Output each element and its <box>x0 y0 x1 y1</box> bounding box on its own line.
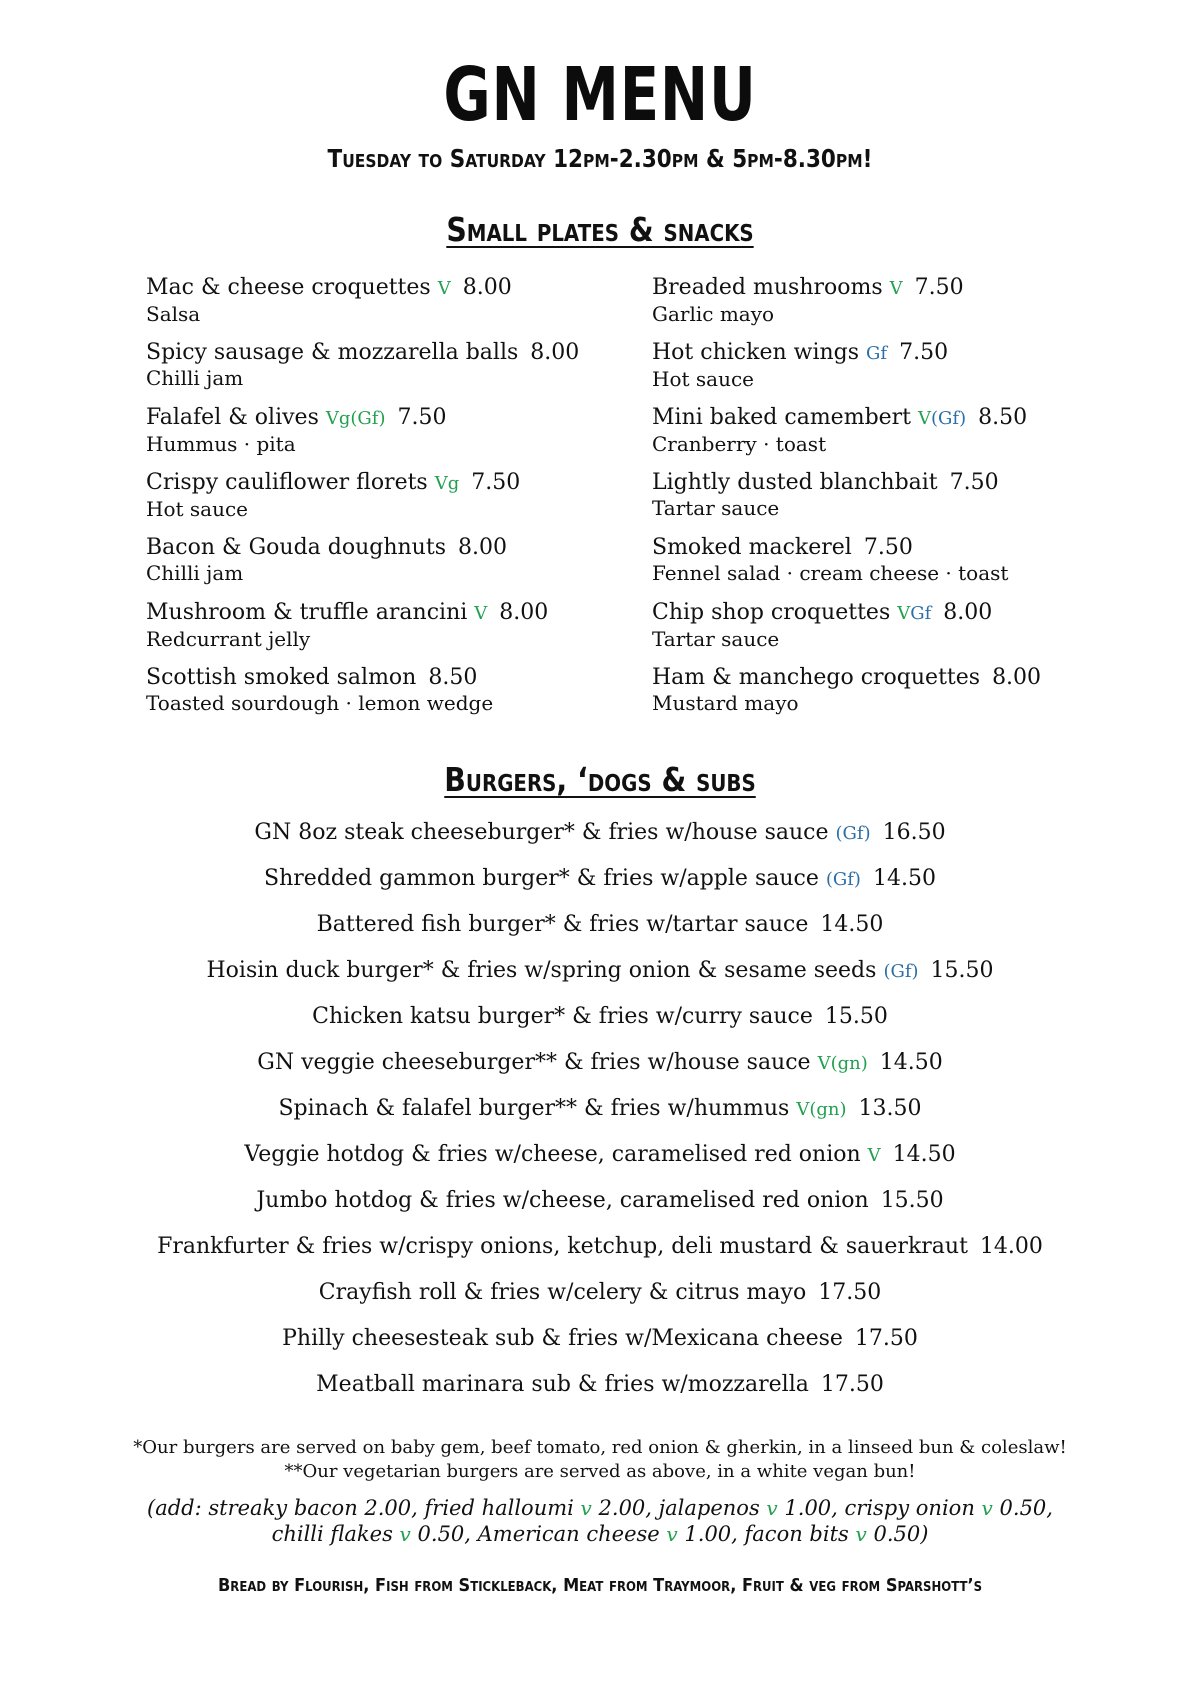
diet-label: Vg <box>434 473 460 494</box>
item-price: 7.50 <box>899 340 949 365</box>
burger-item <box>0 910 1200 956</box>
item-description: Hot sauce <box>652 367 754 391</box>
gluten-free-label: Gf <box>910 603 932 624</box>
menu-item <box>652 664 1092 729</box>
vegetarian-mark: v <box>666 1522 678 1546</box>
small-plates-heading-text: Small plates & snacks <box>446 210 754 249</box>
small-plates-heading <box>84 210 1116 249</box>
small-plates-left-column <box>146 274 586 729</box>
item-line <box>652 599 1092 627</box>
menu-item <box>146 404 586 469</box>
item-price: 17.50 <box>818 1280 882 1305</box>
item-name: Ham & manchego croquettes <box>652 665 981 690</box>
item-name: Hoisin duck burger* & fries w/spring onion & sesame seeds <box>206 958 877 983</box>
item-name: Mushroom & truffle arancini <box>146 600 468 625</box>
veggie-footnote: **Our vegetarian burgers are served as above, in a white vegan bun! <box>284 1461 916 1482</box>
menu-item <box>652 404 1092 469</box>
burger-item <box>0 1002 1200 1048</box>
item-name: Chip shop croquettes <box>652 600 891 625</box>
item-description: Redcurrant jelly <box>146 627 311 651</box>
item-name: Falafel & olives <box>146 405 319 430</box>
diet-label: V <box>474 603 488 624</box>
item-name: Lightly dusted blanchbait <box>652 470 938 495</box>
item-name: Meatball marinara sub & fries w/mozzarella <box>316 1372 809 1397</box>
item-price: 17.50 <box>854 1326 918 1351</box>
vegetarian-mark: v <box>766 1496 778 1520</box>
menu-item <box>146 534 586 599</box>
addons-line-2 <box>0 1521 1200 1547</box>
burger-item <box>0 1324 1200 1370</box>
item-line <box>146 664 586 691</box>
item-name: Smoked mackerel <box>652 535 852 560</box>
item-name: Mac & cheese croquettes <box>146 275 431 300</box>
item-description: Garlic mayo <box>652 302 775 326</box>
item-name: Bacon & Gouda doughnuts <box>146 535 446 560</box>
diet-label: V <box>897 603 911 624</box>
item-name: Mini baked camembert <box>652 405 912 430</box>
item-description: Fennel salad · cream cheese · toast <box>652 561 1009 585</box>
gluten-free-label: (Gf) <box>883 961 919 982</box>
item-line <box>146 404 586 432</box>
item-description: Tartar sauce <box>652 627 780 651</box>
item-price: 14.50 <box>872 866 936 891</box>
item-name: GN 8oz steak cheeseburger* & fries w/house sauce <box>254 820 829 845</box>
item-price: 17.50 <box>820 1372 884 1397</box>
addon-text: 2.00, jalapenos <box>591 1496 760 1520</box>
burger-item <box>0 1186 1200 1232</box>
addon-text: chilli flakes <box>271 1522 393 1546</box>
item-name: Spinach & falafel burger** & fries w/hummus <box>278 1096 790 1121</box>
item-line <box>146 469 586 497</box>
item-name: Hot chicken wings <box>652 340 860 365</box>
addon-text: 1.00, facon bits <box>677 1522 849 1546</box>
diet-label: V <box>918 408 932 429</box>
burger-item <box>0 956 1200 1002</box>
item-price: 14.00 <box>979 1234 1043 1259</box>
item-description: Chilli jam <box>146 561 244 585</box>
item-price: 14.50 <box>820 912 884 937</box>
vegetarian-mark: v <box>981 1496 993 1520</box>
addon-text: 0.50) <box>866 1522 929 1546</box>
item-price: 8.00 <box>943 600 993 625</box>
item-price: 15.50 <box>824 1004 888 1029</box>
item-line <box>146 599 586 627</box>
item-name: Breaded mushrooms <box>652 275 883 300</box>
page-title: GN MENU <box>443 52 757 138</box>
diet-label: V <box>437 278 451 299</box>
addons-line-1 <box>0 1495 1200 1521</box>
item-line <box>146 274 586 302</box>
diet-label: Vg(Gf) <box>325 408 386 429</box>
vegetarian-mark: v <box>580 1496 592 1520</box>
item-line <box>652 339 1092 367</box>
menu-item <box>146 664 586 729</box>
item-name: Crayfish roll & fries w/celery & citrus mayo <box>318 1280 807 1305</box>
menu-item <box>146 599 586 664</box>
burgers-heading <box>84 760 1116 799</box>
gluten-free-label: (Gf) <box>835 823 871 844</box>
item-price: 14.50 <box>879 1050 943 1075</box>
menu-item <box>146 339 586 404</box>
burger-item <box>0 818 1200 864</box>
suppliers-line: Bread by Flourish, Fish from Stickleback, Meat from Traymoor, Fruit & veg from Sparshott’s <box>217 1575 983 1596</box>
burgers-heading-text: Burgers, ‘dogs & subs <box>444 760 756 799</box>
item-price: 8.00 <box>499 600 549 625</box>
item-price: 13.50 <box>858 1096 922 1121</box>
menu-item <box>652 599 1092 664</box>
burger-footnote: *Our burgers are served on baby gem, beef tomato, red onion & gherkin, in a linseed bun & coleslaw! <box>133 1437 1067 1458</box>
burger-item <box>0 864 1200 910</box>
item-name: Battered fish burger* & fries w/tartar sauce <box>316 912 809 937</box>
small-plates-right-column <box>652 274 1092 729</box>
item-line <box>652 534 1092 561</box>
burger-item <box>0 1048 1200 1094</box>
menu-item <box>652 274 1092 339</box>
item-price: 15.50 <box>880 1188 944 1213</box>
burgers-list <box>0 818 1200 1416</box>
burger-item <box>0 1232 1200 1278</box>
item-description: Chilli jam <box>146 366 244 390</box>
burger-item <box>0 1094 1200 1140</box>
item-price: 8.00 <box>992 665 1042 690</box>
item-name: Philly cheesesteak sub & fries w/Mexicana cheese <box>282 1326 843 1351</box>
opening-hours: Tuesday to Saturday 12pm-2.30pm & 5pm-8.30pm! <box>327 144 873 173</box>
menu-item <box>652 534 1092 599</box>
item-line <box>652 404 1092 432</box>
item-description: Mustard mayo <box>652 691 799 715</box>
item-name: Chicken katsu burger* & fries w/curry sauce <box>312 1004 813 1029</box>
item-description: Hot sauce <box>146 497 248 521</box>
item-name: Scottish smoked salmon <box>146 665 417 690</box>
item-name: Jumbo hotdog & fries w/cheese, caramelised red onion <box>256 1188 869 1213</box>
item-line <box>652 274 1092 302</box>
item-name: Spicy sausage & mozzarella balls <box>146 340 519 365</box>
gluten-free-label: (Gf) <box>825 869 861 890</box>
item-description: Salsa <box>146 302 201 326</box>
item-line <box>146 534 586 561</box>
item-price: 8.50 <box>428 665 478 690</box>
item-price: 7.50 <box>397 405 447 430</box>
addon-text: 0.50, American cheese <box>410 1522 660 1546</box>
vegetarian-mark: v <box>855 1522 867 1546</box>
item-description: Hummus · pita <box>146 432 296 456</box>
item-name: Frankfurter & fries w/crispy onions, ketchup, deli mustard & sauerkraut <box>157 1234 968 1259</box>
item-line <box>652 664 1092 691</box>
item-name: Shredded gammon burger* & fries w/apple sauce <box>264 866 819 891</box>
item-price: 16.50 <box>882 820 946 845</box>
gluten-free-label: (Gf) <box>931 408 967 429</box>
vegetarian-mark: v <box>399 1522 411 1546</box>
addon-text: (add: streaky bacon 2.00, fried halloumi <box>147 1496 574 1520</box>
item-line <box>146 339 586 366</box>
addons-note <box>0 1495 1200 1547</box>
burger-item <box>0 1140 1200 1186</box>
item-price: 8.00 <box>462 275 512 300</box>
diet-label: V <box>889 278 903 299</box>
item-price: 7.50 <box>863 535 913 560</box>
item-description: Tartar sauce <box>652 496 780 520</box>
addon-text: 0.50, <box>992 1496 1053 1520</box>
diet-label: V(gn) <box>796 1099 847 1120</box>
item-price: 7.50 <box>949 470 999 495</box>
item-price: 8.50 <box>978 405 1028 430</box>
burger-item <box>0 1278 1200 1324</box>
item-name: Veggie hotdog & fries w/cheese, caramelised red onion <box>244 1142 861 1167</box>
menu-item <box>146 274 586 339</box>
item-line <box>652 469 1092 496</box>
item-price: 7.50 <box>914 275 964 300</box>
item-name: Crispy cauliflower florets <box>146 470 428 495</box>
item-price: 8.00 <box>530 340 580 365</box>
item-price: 8.00 <box>458 535 507 560</box>
item-price: 7.50 <box>471 470 521 495</box>
diet-label: V(gn) <box>817 1053 868 1074</box>
diet-label: V <box>867 1145 881 1166</box>
item-name: GN veggie cheeseburger** & fries w/house sauce <box>257 1050 811 1075</box>
item-price: 14.50 <box>892 1142 956 1167</box>
burger-item <box>0 1370 1200 1416</box>
menu-item <box>652 469 1092 534</box>
item-description: Cranberry · toast <box>652 432 827 456</box>
gluten-free-label: Gf <box>866 343 888 364</box>
item-description: Toasted sourdough · lemon wedge <box>146 691 494 715</box>
menu-item <box>652 339 1092 404</box>
menu-item <box>146 469 586 534</box>
addon-text: 1.00, crispy onion <box>777 1496 975 1520</box>
item-price: 15.50 <box>930 958 994 983</box>
